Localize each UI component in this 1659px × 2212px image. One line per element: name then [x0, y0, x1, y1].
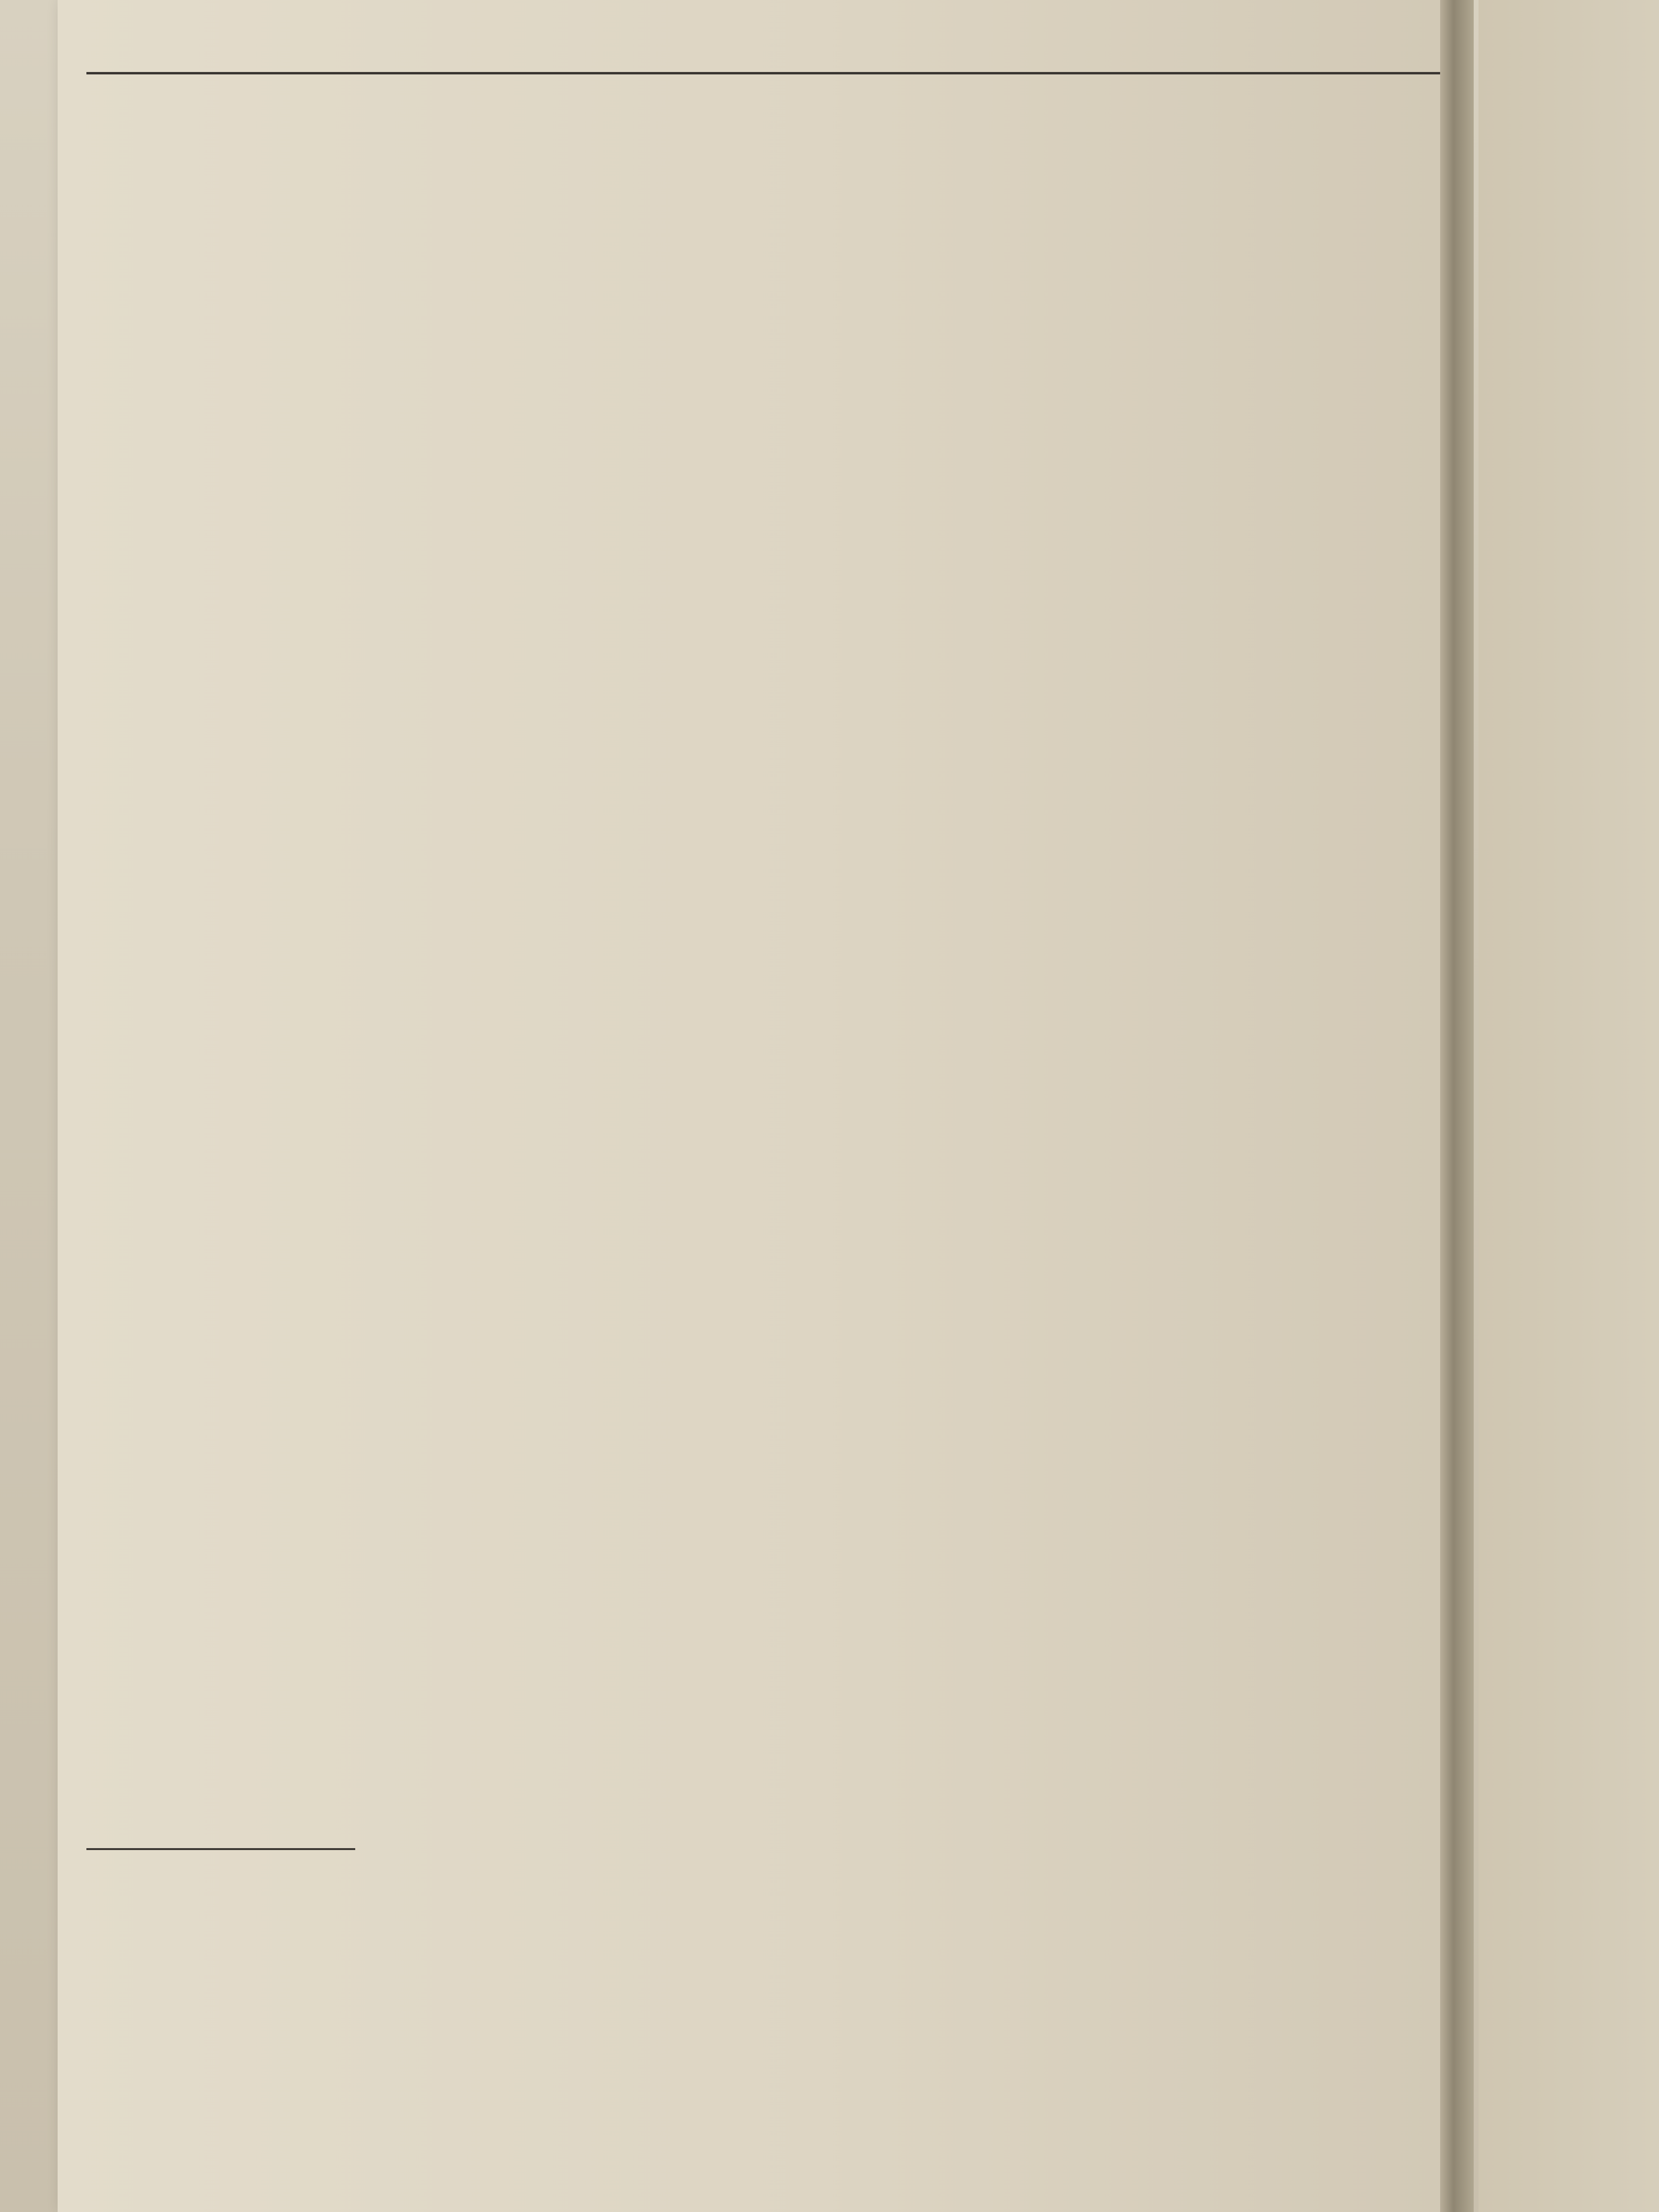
- book-page: [58, 0, 1440, 2212]
- page-header: [86, 0, 1450, 74]
- body-text: [86, 89, 1397, 110]
- footnote-rule: [86, 1848, 355, 1850]
- adjacent-page-edge: [1479, 0, 1659, 2212]
- book-gutter: [1440, 0, 1474, 2212]
